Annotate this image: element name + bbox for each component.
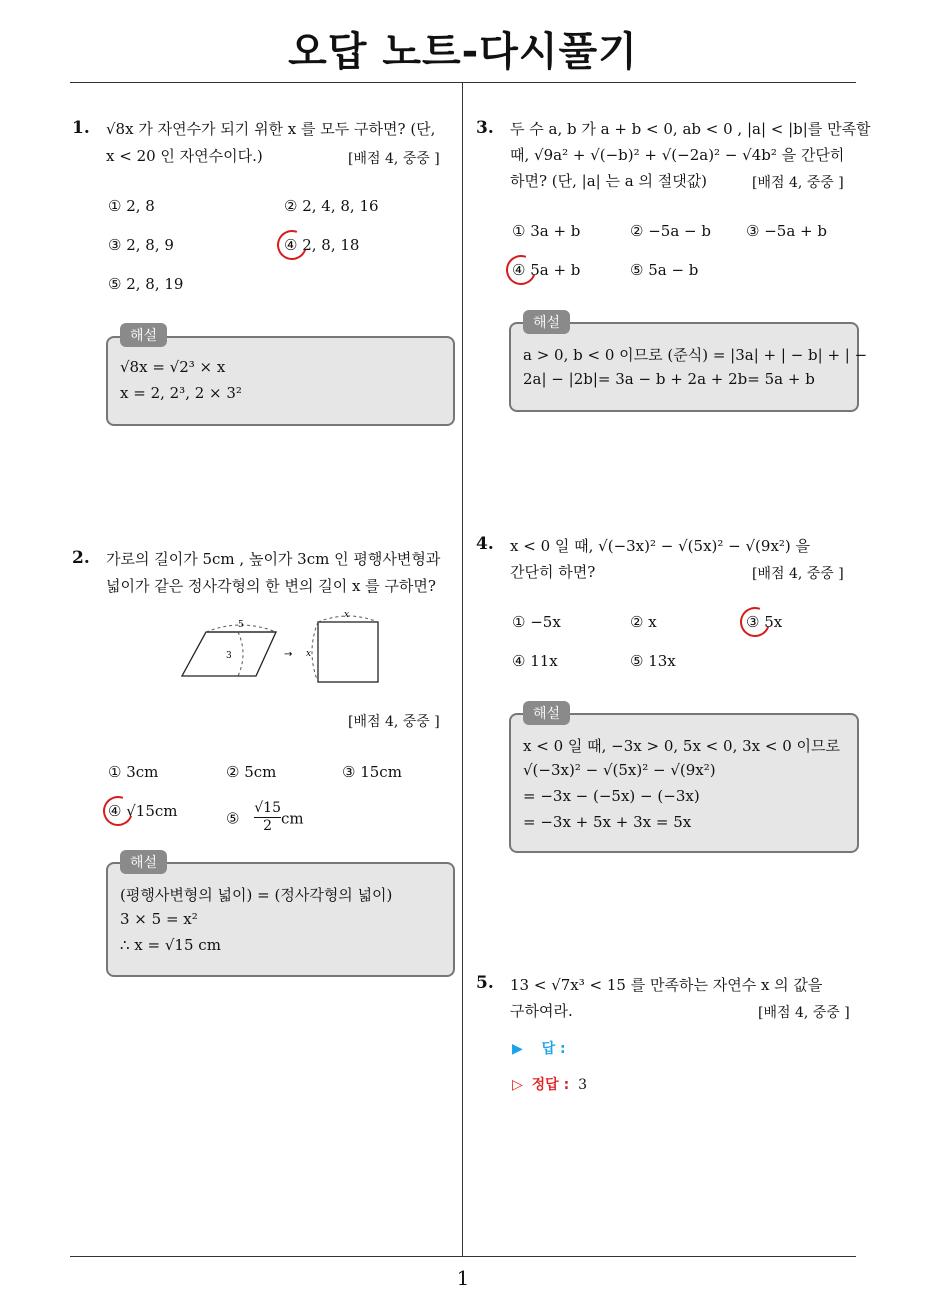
question-number: 1. [72, 118, 90, 138]
question-text-line: 하면? (단, |a| 는 a 의 절댓값) [510, 172, 708, 190]
choice-3[interactable]: ③ 5x [746, 613, 783, 631]
explanation-tag: 해설 [120, 850, 167, 874]
explanation-box [106, 336, 455, 426]
explanation-line: ∴ x = √15 cm [120, 936, 221, 954]
score-label: [배점 4, 중중 ] [752, 566, 844, 582]
column-divider [462, 83, 463, 1256]
choice-2[interactable]: ② x [630, 613, 657, 631]
choice-1[interactable]: ① 2, 8 [108, 197, 155, 215]
wrong-answer-circle [735, 602, 775, 642]
explanation-line: √(−3x)² − √(5x)² − √(9x²) [523, 761, 716, 779]
score-label: [배점 4, 중중 ] [752, 175, 844, 191]
choice-5[interactable]: ⑤ 5a − b [630, 261, 699, 279]
question-text-line: 13 < √7x³ < 15 를 만족하는 자연수 x 의 값을 [510, 976, 823, 994]
side-arc-left [312, 622, 318, 682]
score-label: [배점 4, 중중 ] [758, 1005, 850, 1021]
choice-4[interactable]: ④ 11x [512, 652, 558, 670]
square-shape [318, 622, 378, 682]
choice-1[interactable]: ① 3a + b [512, 222, 581, 240]
question-number: 2. [72, 548, 90, 568]
question-text-line: 간단히 하면? [510, 563, 596, 581]
score-label: [배점 4, 중중 ] [348, 151, 440, 167]
question-number: 5. [476, 973, 494, 993]
wrong-answer-circle [272, 225, 312, 265]
answer-label: 답 : [541, 1041, 566, 1057]
explanation-tag: 해설 [523, 310, 570, 334]
choice-5[interactable]: ⑤ $\frac{√15}{2}$ cm [226, 800, 304, 834]
choice-3[interactable]: ③ 2, 8, 9 [108, 236, 174, 254]
outline-play-icon: ▷ [512, 1077, 523, 1093]
explanation-line: = −3x + 5x + 3x = 5x [523, 813, 692, 831]
question-number: 3. [476, 118, 494, 138]
choice-2[interactable]: ② 5cm [226, 763, 277, 781]
correct-answer-label: 정답 : [531, 1077, 570, 1093]
question-text-line: x < 20 인 자연수이다.) [106, 147, 263, 165]
question-text-line: √8x 가 자연수가 되기 위한 x 를 모두 구하면? (단, [106, 120, 436, 138]
choice-2[interactable]: ② −5a − b [630, 222, 711, 240]
explanation-box [509, 713, 859, 853]
question-text-line: 두 수 a, b 가 a + b < 0, ab < 0 , |a| < |b|를 만족할 [510, 120, 871, 138]
correct-answer-row [512, 1074, 587, 1094]
choice-4[interactable]: ④ 5a + b [512, 261, 581, 279]
choice-1[interactable]: ① 3cm [108, 763, 159, 781]
question-number: 4. [476, 534, 494, 554]
x-label-top: x [344, 610, 350, 620]
height-label: 3 [226, 651, 232, 661]
page-number: 1 [456, 1266, 470, 1290]
choice-4[interactable]: ④ 2, 8, 18 [284, 236, 360, 254]
choice-1[interactable]: ① −5x [512, 613, 561, 631]
page-title: 오답 노트-다시풀기 [288, 29, 638, 75]
question-text-line: 구하여라. [510, 1002, 573, 1020]
choice-3[interactable]: ③ 15cm [342, 763, 402, 781]
choice-5[interactable]: ⑤ 13x [630, 652, 676, 670]
x-label-side: x [306, 649, 312, 659]
explanation-line: x < 0 일 때, −3x > 0, 5x < 0, 3x < 0 이므로 [523, 737, 840, 755]
choice-5[interactable]: ⑤ 2, 8, 19 [108, 275, 184, 293]
height-arc [238, 632, 243, 676]
fraction: $\frac{√15}{2}$ [254, 800, 281, 834]
explanation-line: a > 0, b < 0 이므로 (준식) = |3a| + | − b| + | − [523, 346, 868, 364]
score-label: [배점 4, 중중 ] [348, 714, 440, 730]
choice-5-marker: ⑤ [226, 809, 240, 828]
arrow-label: → [284, 649, 293, 660]
play-icon: ▶ [512, 1041, 523, 1057]
correct-answer-value: 3 [578, 1077, 587, 1093]
question-text-line: 때, √9a² + √(−b)² + √(−2a)² − √4b² 을 간단히 [510, 146, 845, 164]
question-text-line: 가로의 길이가 5cm , 높이가 3cm 인 평행사변형과 [106, 550, 441, 568]
explanation-line: = −3x − (−5x) − (−3x) [523, 787, 700, 805]
bottom-divider [70, 1256, 856, 1257]
explanation-box [106, 862, 455, 977]
question-text-line: x < 0 일 때, √(−3x)² − √(5x)² − √(9x²) 을 [510, 537, 811, 555]
explanation-tag: 해설 [523, 701, 570, 725]
wrong-answer-circle [501, 250, 541, 290]
explanation-line: x = 2, 2³, 2 × 3² [120, 384, 242, 402]
answer-row [512, 1038, 566, 1058]
explanation-line: 3 × 5 = x² [120, 910, 198, 928]
parallelogram-square-figure [176, 610, 386, 690]
choice-3[interactable]: ③ −5a + b [746, 222, 827, 240]
top-divider [70, 82, 856, 83]
question-text-line: 넓이가 같은 정사각형의 한 변의 길이 x 를 구하면? [106, 577, 436, 595]
explanation-line: 2a| − |2b|= 3a − b + 2a + 2b= 5a + b [523, 370, 815, 388]
wrong-answer-circle [98, 791, 138, 831]
explanation-line: (평행사변형의 넓이) = (정사각형의 넓이) [120, 886, 393, 904]
choice-2[interactable]: ② 2, 4, 8, 16 [284, 197, 379, 215]
width-label: 5 [238, 620, 244, 630]
explanation-box [509, 322, 868, 412]
explanation-line: √8x = √2³ × x [120, 358, 226, 376]
explanation-tag: 해설 [120, 323, 167, 347]
choice-4[interactable]: ④ √15cm [108, 802, 178, 820]
